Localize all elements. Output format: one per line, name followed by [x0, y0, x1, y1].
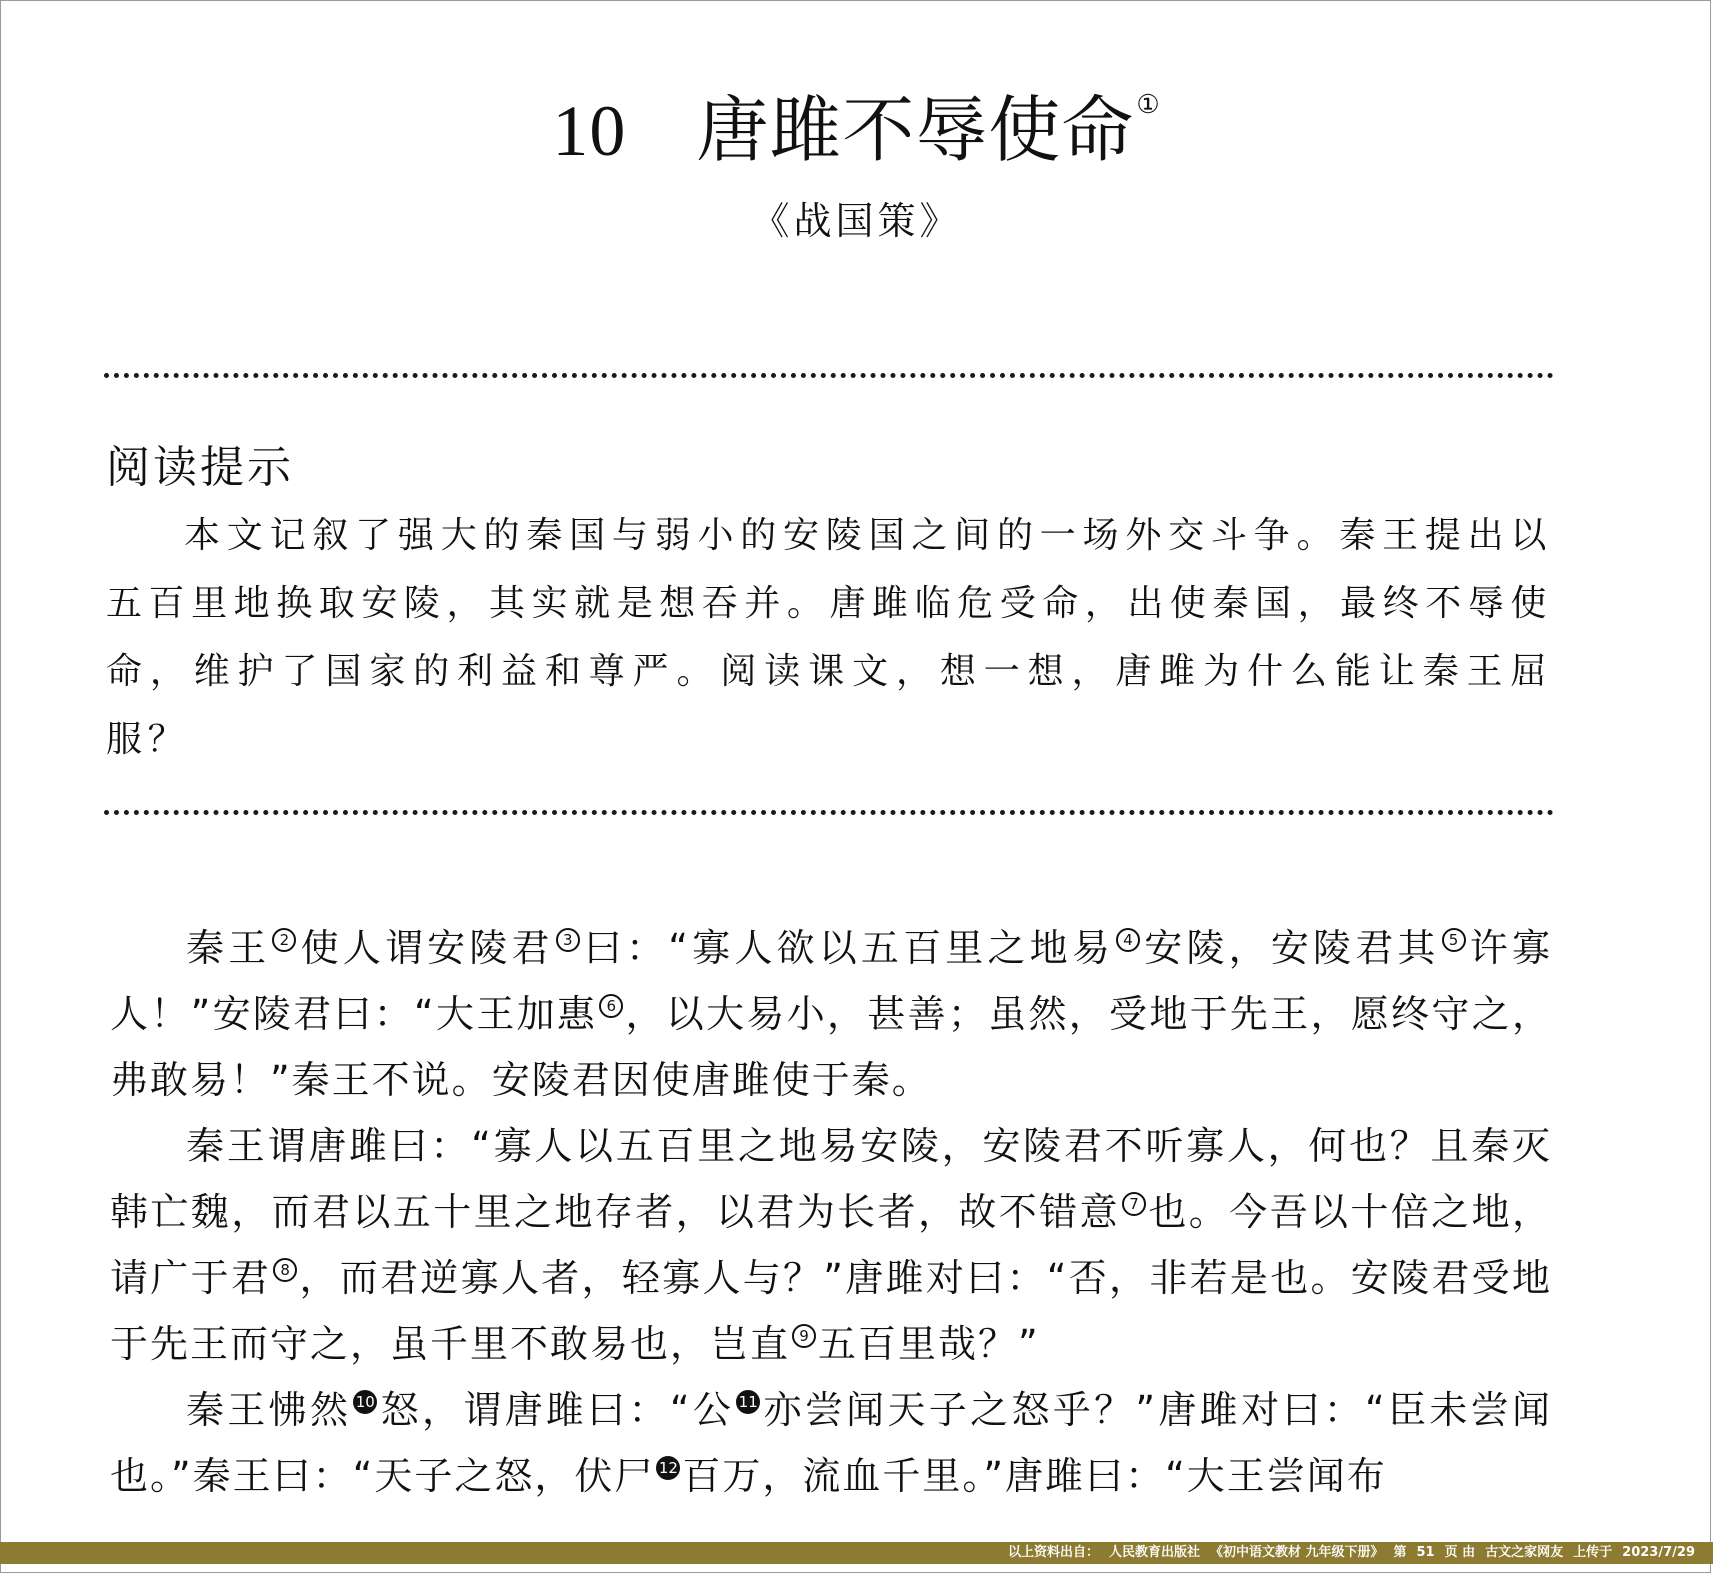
dotted-divider-bottom — [104, 810, 1554, 815]
text-run: 秦王怫然 — [186, 1388, 352, 1432]
footnote-marker[interactable]: 2 — [272, 928, 296, 952]
footer-page-label: 第 — [1393, 1545, 1407, 1560]
reading-hint-heading: 阅读提示 — [106, 442, 294, 493]
footnote-marker[interactable]: 4 — [1116, 928, 1140, 952]
footer-page-unit: 页 由 — [1444, 1545, 1476, 1560]
footnote-marker[interactable]: 8 — [273, 1258, 297, 1282]
footnote-marker[interactable]: 7 — [1122, 1192, 1146, 1216]
page-title — [0, 60, 1713, 176]
text-run: 五百里哉？” — [818, 1322, 1040, 1366]
text-run: 怒，谓唐雎曰：“公 — [379, 1388, 735, 1432]
text-run: 许寡人！”安陵君曰：“大王加惠 — [110, 926, 1552, 1036]
paragraph-2 — [110, 1113, 1552, 1377]
footnote-marker[interactable]: 6 — [599, 994, 623, 1018]
text-run: 曰：“寡人欲以五百里之地易 — [581, 926, 1115, 970]
footnote-marker[interactable]: 9 — [792, 1324, 816, 1348]
text-run: ，而君逆寡人者，轻寡人与？”唐雎对曰：“否，非若是也。安陵君受地于先王而守之，虽千里不敢易也，岂直 — [110, 1256, 1552, 1366]
footnote-marker[interactable]: 12 — [656, 1456, 680, 1480]
text-run: ，以大易小，甚善；虽然，受地于先王，愿终守之，弗敢易！”秦王不说。安陵君因使唐雎使于秦。 — [110, 992, 1552, 1102]
footnote-marker[interactable]: 3 — [556, 928, 580, 952]
footer-page-number: 51 — [1416, 1545, 1435, 1560]
lesson-number: 10 — [552, 91, 627, 171]
title-footnote-marker[interactable]: ① — [1136, 90, 1161, 120]
footer-date: 2023/7/29 — [1622, 1545, 1695, 1560]
reading-hint-body: 本文记叙了强大的秦国与弱小的安陵国之间的一场外交斗争。秦王提出以五百里地换取安陵，其实就是想吞并。唐雎临危受命，出使秦国，最终不辱使命，维护了国家的利益和尊严。阅读课文，想一想，唐雎为什么能让秦王屈服？ — [106, 515, 1552, 760]
source-title: 《战国策》 — [751, 199, 962, 243]
article-text — [110, 915, 1552, 1509]
footer-attribution — [998, 1542, 1695, 1564]
footnote-marker[interactable]: 11 — [736, 1390, 760, 1414]
footer-uploader: 古文之家网友 — [1485, 1545, 1564, 1560]
text-run: 安陵，安陵君其 — [1142, 926, 1440, 970]
footnote-marker[interactable]: 5 — [1442, 928, 1466, 952]
text-run: 亦尝闻天子之怒乎？”唐雎对曰：“臣未尝闻也。”秦王曰：“天子之怒，伏尸 — [110, 1388, 1553, 1498]
lesson-title: 唐雎不辱使命 — [696, 88, 1135, 172]
footer-uploaded-label: 上传于 — [1573, 1545, 1613, 1560]
text-run: 使人谓安陵君 — [298, 926, 554, 970]
dotted-divider-top — [104, 373, 1554, 378]
text-run: 百万，流血千里。”唐雎曰：“大王尝闻布 — [682, 1454, 1387, 1498]
text-run: 秦王 — [186, 926, 271, 970]
footnote-marker[interactable]: 10 — [353, 1390, 377, 1414]
footer-publisher: 人民教育出版社 — [1108, 1545, 1200, 1560]
text-run: 也。今吾以十倍之地，请广于君 — [110, 1190, 1552, 1300]
text-run: 秦王谓唐雎曰：“寡人以五百里之地易安陵，安陵君不听寡人，何也？且秦灭韩亡魏，而君以五十里之地存者，以君为长者，故不错意 — [110, 1124, 1552, 1234]
paragraph-1 — [110, 915, 1552, 1113]
footer-bar — [0, 1542, 1713, 1564]
paragraph-3 — [110, 1377, 1552, 1509]
footer-book: 《初中语文教材 九年级下册》 — [1209, 1545, 1384, 1560]
footer-source-label: 以上资料出自： — [1007, 1545, 1099, 1560]
